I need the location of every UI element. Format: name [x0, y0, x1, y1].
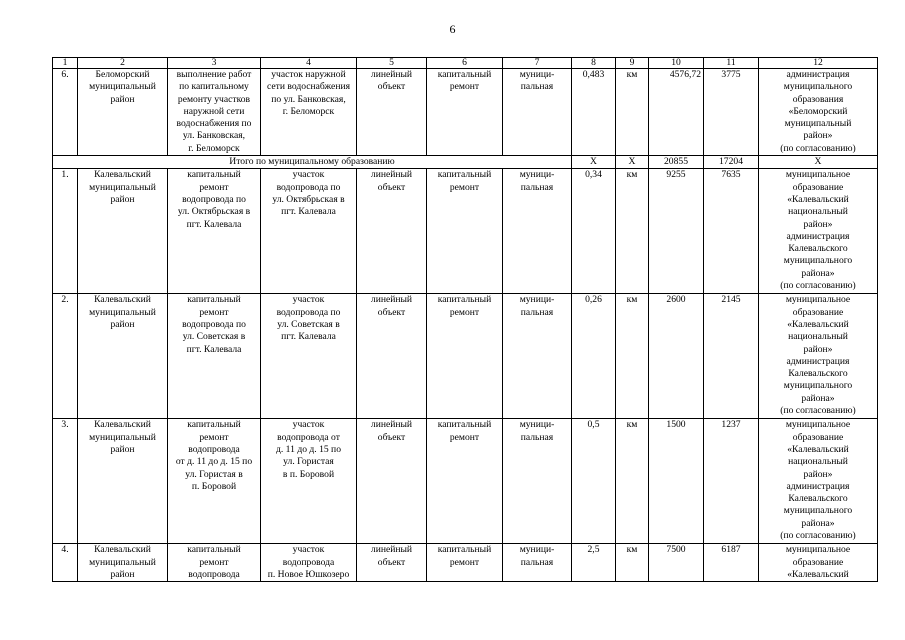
- column-number: 12: [759, 58, 878, 69]
- cost-budget-cell: 1237: [704, 419, 759, 544]
- cost-total-cell: 7500: [649, 544, 704, 582]
- cost-budget-cell: 2145: [704, 294, 759, 419]
- column-number: 9: [616, 58, 649, 69]
- cost-budget-cell: 6187: [704, 544, 759, 582]
- row-number: 1.: [53, 169, 78, 294]
- type-cell: линейный объект: [357, 419, 427, 544]
- subtotal-unit: X: [616, 156, 649, 169]
- cost-budget-cell: 7635: [704, 169, 759, 294]
- table-row: [53, 544, 878, 582]
- amount-cell: 0,26: [572, 294, 616, 419]
- work-cell: капитальный ремонт водопровода: [168, 544, 261, 582]
- unit-cell: км: [616, 69, 649, 156]
- ownership-cell: муници- пальная: [503, 169, 572, 294]
- subtotal-cost-total: 20855: [649, 156, 704, 169]
- amount-cell: 0,34: [572, 169, 616, 294]
- responsible-cell: муниципальное образование «Калевальский национальный район» администрация Калевальского муниципального района» (по согласованию): [759, 419, 878, 544]
- work-cell: капитальный ремонт водопровода от д. 11 до д. 15 по ул. Гористая в п. Боровой: [168, 419, 261, 544]
- table-row: [53, 169, 878, 294]
- cost-budget-cell: 3775: [704, 69, 759, 156]
- work-cell: выполнение работ по капитальному ремонту участков наружной сети водоснабжения по ул. Банковская, г. Беломорск: [168, 69, 261, 156]
- type-cell: линейный объект: [357, 294, 427, 419]
- column-number: 2: [78, 58, 168, 69]
- kind-cell: капитальный ремонт: [427, 544, 503, 582]
- object-cell: участок водопровода по ул. Октябрьская в пгт. Калевала: [261, 169, 357, 294]
- kind-cell: капитальный ремонт: [427, 419, 503, 544]
- object-cell: участок водопровода по ул. Советская в пгт. Калевала: [261, 294, 357, 419]
- responsible-cell: муниципальное образование «Калевальский национальный район» администрация Калевальского муниципального района» (по согласованию): [759, 169, 878, 294]
- table-row: [53, 294, 878, 419]
- unit-cell: км: [616, 169, 649, 294]
- cost-total-cell: 9255: [649, 169, 704, 294]
- amount-cell: 2,5: [572, 544, 616, 582]
- page-number: 6: [449, 22, 456, 36]
- table-row: [53, 69, 878, 156]
- responsible-cell: администрация муниципального образования «Беломорский муниципальный район» (по согласованию): [759, 69, 878, 156]
- district-cell: Калевальский муниципальный район: [78, 419, 168, 544]
- row-number: 6.: [53, 69, 78, 156]
- type-cell: линейный объект: [357, 169, 427, 294]
- column-number: 1: [53, 58, 78, 69]
- ownership-cell: муници- пальная: [503, 69, 572, 156]
- district-cell: Калевальский муниципальный район: [78, 544, 168, 582]
- table-row: [53, 419, 878, 544]
- cost-total-cell: 2600: [649, 294, 704, 419]
- district-cell: Калевальский муниципальный район: [78, 294, 168, 419]
- column-number: 7: [503, 58, 572, 69]
- column-number: 11: [704, 58, 759, 69]
- column-number-row: [53, 58, 878, 69]
- unit-cell: км: [616, 294, 649, 419]
- subtotal-row: [53, 156, 878, 169]
- unit-cell: км: [616, 419, 649, 544]
- type-cell: линейный объект: [357, 544, 427, 582]
- district-cell: Беломорский муниципальный район: [78, 69, 168, 156]
- subtotal-responsible: X: [759, 156, 878, 169]
- column-number: 10: [649, 58, 704, 69]
- row-number: 3.: [53, 419, 78, 544]
- subtotal-cost-budget: 17204: [704, 156, 759, 169]
- column-number: 8: [572, 58, 616, 69]
- responsible-cell: муниципальное образование «Калевальский национальный район» администрация Калевальского муниципального района» (по согласованию): [759, 294, 878, 419]
- subtotal-label: Итого по муниципальному образованию: [53, 156, 572, 169]
- object-cell: участок водопровода п. Новое Юшкозеро: [261, 544, 357, 582]
- kind-cell: капитальный ремонт: [427, 69, 503, 156]
- ownership-cell: муници- пальная: [503, 544, 572, 582]
- district-cell: Калевальский муниципальный район: [78, 169, 168, 294]
- object-cell: участок водопровода от д. 11 до д. 15 по ул. Гористая в п. Боровой: [261, 419, 357, 544]
- responsible-cell: муниципальное образование «Калевальский: [759, 544, 878, 582]
- ownership-cell: муници- пальная: [503, 294, 572, 419]
- works-table: [52, 57, 878, 582]
- ownership-cell: муници- пальная: [503, 419, 572, 544]
- kind-cell: капитальный ремонт: [427, 294, 503, 419]
- row-number: 4.: [53, 544, 78, 582]
- object-cell: участок наружной сети водоснабжения по ул. Банковская, г. Беломорск: [261, 69, 357, 156]
- amount-cell: 0,5: [572, 419, 616, 544]
- subtotal-amount: X: [572, 156, 616, 169]
- column-number: 5: [357, 58, 427, 69]
- cost-total-cell: 4576,72: [649, 69, 704, 156]
- column-number: 6: [427, 58, 503, 69]
- row-number: 2.: [53, 294, 78, 419]
- column-number: 3: [168, 58, 261, 69]
- work-cell: капитальный ремонт водопровода по ул. Советская в пгт. Калевала: [168, 294, 261, 419]
- column-number: 4: [261, 58, 357, 69]
- work-cell: капитальный ремонт водопровода по ул. Октябрьская в пгт. Калевала: [168, 169, 261, 294]
- amount-cell: 0,483: [572, 69, 616, 156]
- type-cell: линейный объект: [357, 69, 427, 156]
- unit-cell: км: [616, 544, 649, 582]
- kind-cell: капитальный ремонт: [427, 169, 503, 294]
- cost-total-cell: 1500: [649, 419, 704, 544]
